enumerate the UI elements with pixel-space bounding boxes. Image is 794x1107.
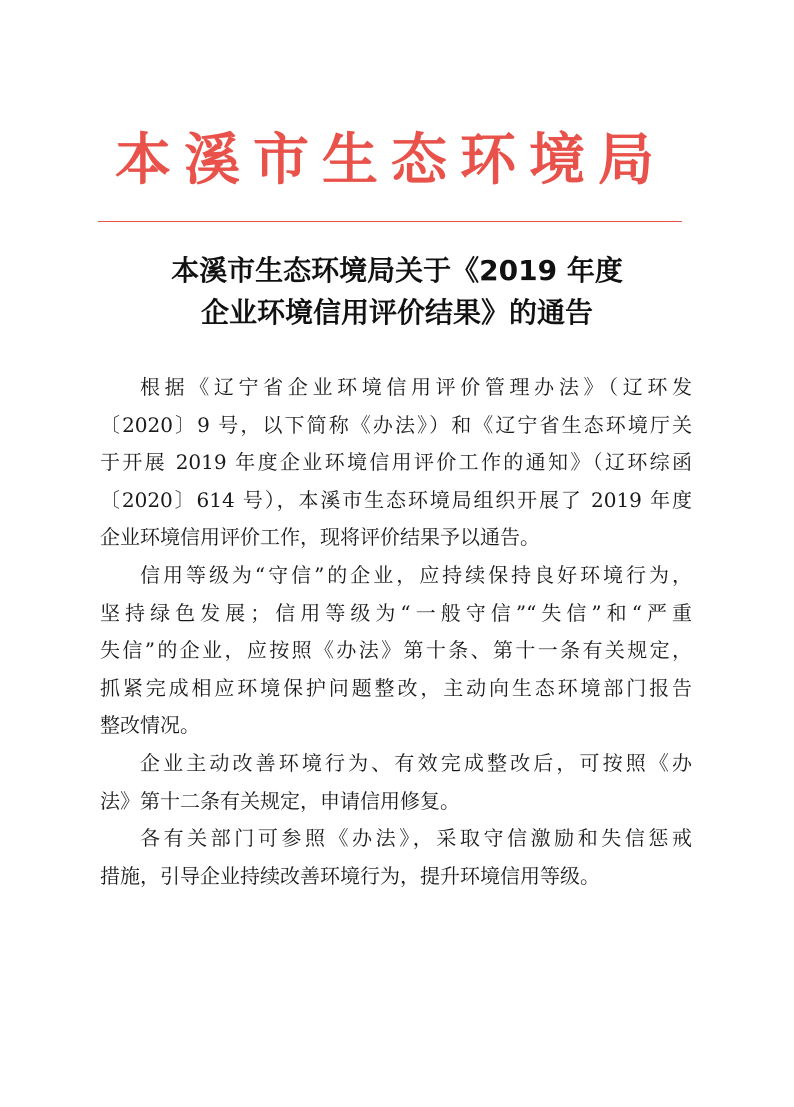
document-title — [100, 250, 694, 334]
paragraph-1-line-1: 根据《辽宁省企业环境信用评价管理办法》（辽环发 — [140, 375, 692, 399]
paragraph-2-line-4: 抓紧完成相应环境保护问题整改，主动向生态环境部门报告 — [100, 675, 692, 700]
document-body — [100, 369, 692, 895]
paragraph-2-line-3: 失信”的企业，应按照《办法》第十条、第十一条有关规定， — [100, 638, 692, 663]
red-divider-line — [98, 221, 682, 222]
paragraph-1-line-3: 于开展 2019 年度企业环境信用评价工作的通知》（辽环综函 — [100, 450, 692, 475]
paragraph-2-line-2: 坚持绿色发展；信用等级为“一般守信”“失信”和“严重 — [100, 600, 692, 625]
organization-header: 本溪市生态环境局 — [115, 127, 667, 193]
paragraph-4-line-1: 各有关部门可参照《办法》，采取守信激励和失信惩戒 — [140, 826, 692, 851]
paragraph-2-line-5: 整改情况。 — [100, 713, 200, 738]
paragraph-4-line-2: 措施，引导企业持续改善环境行为，提升环境信用等级。 — [100, 863, 600, 888]
paragraph-1-line-2: 〔2020〕9 号，以下简称《办法》）和《辽宁省生态环境厅关 — [100, 412, 692, 437]
title-line-1: 本溪市生态环境局关于《2019 年度 — [171, 254, 623, 287]
paragraph-1-line-4: 〔2020〕614 号），本溪市生态环境局组织开展了 2019 年度 — [100, 487, 692, 512]
paragraph-3-line-1: 企业主动改善环境行为、有效完成整改后，可按照《办 — [140, 750, 692, 775]
title-line-2: 企业环境信用评价结果》的通告 — [200, 296, 593, 329]
paragraph-1-line-5: 企业环境信用评价工作，现将评价结果予以通告。 — [100, 525, 540, 550]
paragraph-2-line-1: 信用等级为“守信”的企业，应持续保持良好环境行为， — [140, 562, 692, 587]
paragraph-3-line-2: 法》第十二条有关规定，申请信用修复。 — [100, 788, 460, 813]
